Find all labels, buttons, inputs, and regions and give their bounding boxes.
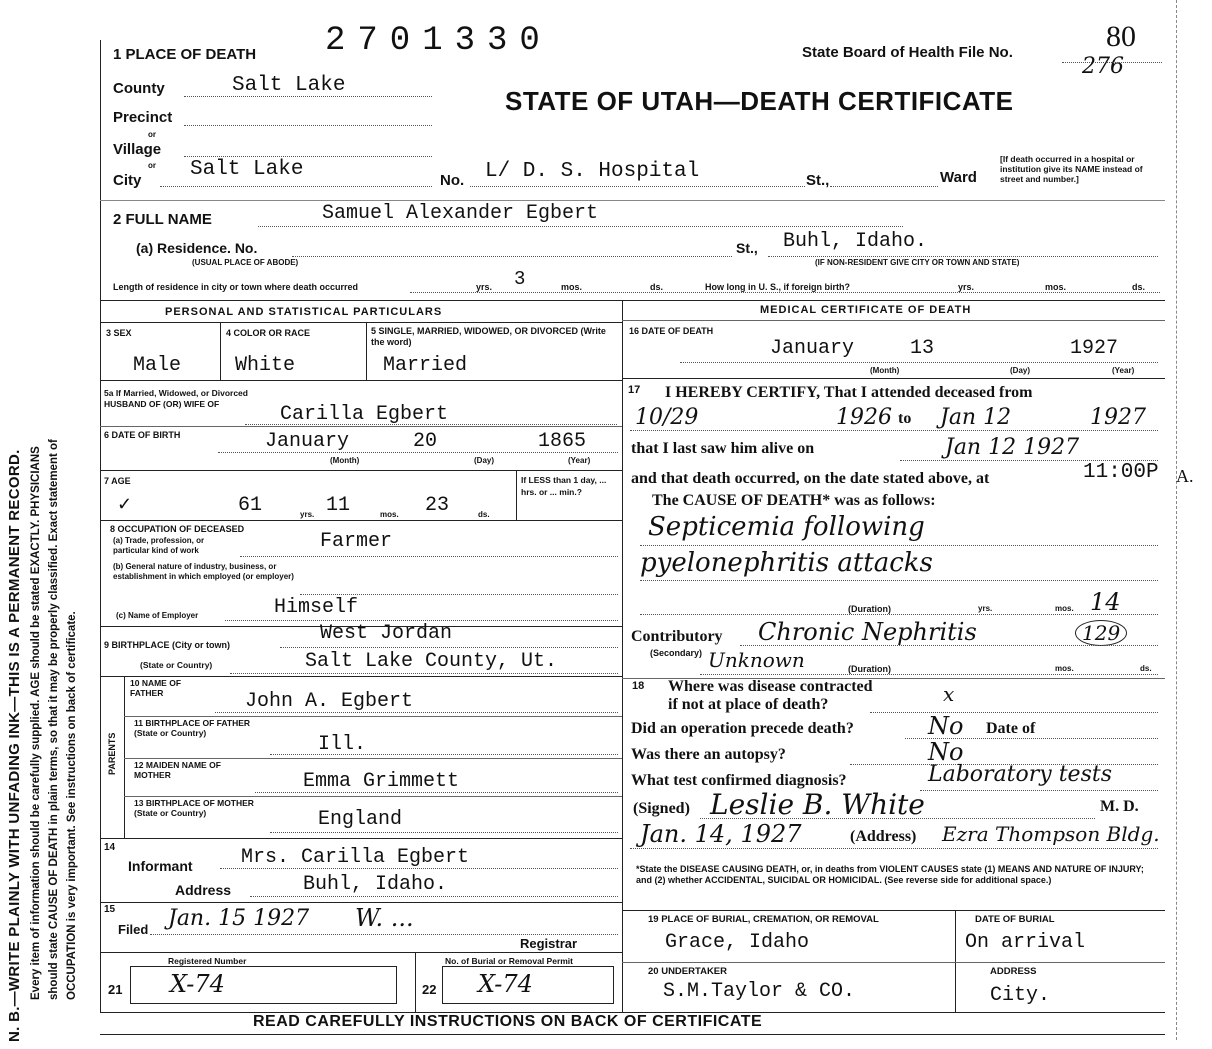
footer-instructions: READ CAREFULLY INSTRUCTIONS ON BACK OF CERTIFICATE — [253, 1013, 763, 1030]
us-ds-label: ds. — [1132, 282, 1146, 292]
length-yrs-value: 3 — [514, 268, 526, 290]
birthplace-state: Salt Lake County, Ut. — [305, 650, 558, 673]
county-label: County — [113, 80, 165, 97]
cause-footnote: *State the DISEASE CAUSING DEATH, or, in deaths from VIOLENT CAUSES state (1) MEANS AND NATURE OF INJURY; and (2) whether ACCIDENTAL, SUICIDAL OR HOMICIDAL. (See reverse side for additional space.) — [636, 864, 1144, 885]
undertaker-address-label: ADDRESS — [990, 966, 1037, 977]
birthplace-city: West Jordan — [320, 622, 453, 645]
question-18-number: 18 — [632, 680, 645, 692]
contributory-label: Contributory — [631, 628, 723, 645]
or-label-1: or — [148, 130, 156, 139]
filed-date: Jan. 15 1927 — [168, 906, 310, 931]
age-days: 23 — [425, 494, 450, 517]
full-name-label: 2 FULL NAME — [113, 211, 212, 228]
age-label: 7 AGE — [104, 476, 131, 486]
father-birthplace-value: Ill. — [318, 733, 367, 756]
color-value: White — [235, 354, 296, 377]
operation-question: Did an operation precede death? — [631, 720, 854, 737]
autopsy-answer: No — [928, 738, 964, 766]
residence-st-label: St., — [736, 240, 758, 256]
age-ds-label: ds. — [478, 510, 490, 519]
permit-value: X-74 — [478, 970, 533, 998]
dod-label: 16 DATE OF DEATH — [629, 326, 714, 336]
dod-month-sub: (Month) — [870, 366, 900, 375]
employer-label: (c) Name of Employer — [116, 611, 199, 620]
birthplace-label: 9 BIRTHPLACE (City or town) — [104, 640, 230, 650]
birthplace-state-label: (State or Country) — [140, 660, 213, 670]
dob-day: 20 — [413, 430, 438, 453]
question-18-text-1: Where was disease contracted — [668, 678, 873, 695]
registered-number-value: X-74 — [170, 970, 225, 998]
permit-label: No. of Burial or Removal Permit — [445, 956, 573, 966]
street-st-label: St., — [806, 172, 830, 189]
file-no-label: State Board of Health File No. — [802, 44, 1013, 61]
question-18-text-2: if not at place of death? — [668, 696, 829, 713]
death-time: 11:00P — [1083, 461, 1159, 484]
undertaker-address-value: City. — [990, 984, 1051, 1007]
dob-year: 1865 — [538, 430, 587, 453]
operation-answer: No — [928, 712, 964, 740]
spouse-value: Carilla Egbert — [280, 403, 449, 426]
registrar-label: Registrar — [520, 936, 578, 951]
mother-birthplace-label: 13 BIRTHPLACE OF MOTHER (State or Country) — [134, 798, 254, 818]
test-question: What test confirmed diagnosis? — [631, 772, 847, 789]
duration2-label: (Duration) — [848, 664, 891, 674]
street-no-label: No. — [440, 172, 465, 189]
age-months: 11 — [326, 494, 351, 517]
test-answer: Laboratory tests — [928, 762, 1112, 787]
dod-month: January — [770, 337, 855, 360]
cause-label: The CAUSE OF DEATH* was as follows: — [652, 492, 936, 509]
physician-signature: Leslie B. White — [710, 788, 925, 821]
dob-label: 6 DATE OF BIRTH — [104, 430, 181, 440]
dob-month: January — [265, 430, 350, 453]
residence-sub: (USUAL PLACE OF ABODE) — [192, 258, 299, 267]
last-saw-date: Jan 12 1927 — [945, 435, 1080, 460]
occupation-label: 8 OCCUPATION OF DECEASED — [110, 524, 245, 534]
file-no-value: 80 — [1106, 20, 1136, 53]
signature-date: Jan. 14, 1927 — [640, 820, 802, 848]
informant-address-label: Address — [175, 882, 232, 898]
certify-number: 17 — [628, 384, 641, 396]
dod-year-sub: (Year) — [1112, 366, 1135, 375]
less-than-label: If LESS than 1 day, ... hrs. or ... min.? — [521, 475, 607, 497]
contributory-secondary: Unknown — [708, 648, 805, 672]
occupation-value: Farmer — [320, 530, 393, 553]
ward-label: Ward — [940, 169, 977, 186]
attended-to-date: Jan 12 — [940, 405, 1012, 430]
ward-note: [If death occurred in a hospital or institution give its NAME instead of street and number.] — [1000, 154, 1143, 184]
occupation-a-label: (a) Trade, profession, or particular kind of work — [113, 536, 205, 555]
precinct-label: Precinct — [113, 109, 173, 126]
margin-notice: N. B.—WRITE PLAINLY WITH UNFADING INK—THIS IS A PERMANENT RECORD. — [6, 449, 23, 1042]
age-mos-label: mos. — [380, 510, 399, 519]
duration2-mos-label: mos. — [1055, 664, 1074, 673]
mother-birthplace-value: England — [318, 808, 403, 831]
signed-label: (Signed) — [633, 800, 690, 817]
burial-place-value: Grace, Idaho — [665, 931, 810, 954]
duration-yrs-label: yrs. — [978, 604, 993, 613]
informant-value: Mrs. Carilla Egbert — [241, 846, 470, 869]
dod-day-sub: (Day) — [1010, 366, 1031, 375]
burial-place-label: 19 PLACE OF BURIAL, CREMATION, OR REMOVAL — [648, 914, 879, 925]
dob-day-sub: (Day) — [474, 456, 495, 465]
length-mos-label: mos. — [561, 282, 583, 292]
operation-date-label: Date of — [986, 720, 1036, 737]
death-occurred-text: and that death occurred, on the date stated above, at — [631, 470, 990, 487]
item-22-number: 22 — [422, 982, 437, 997]
village-label: Village — [113, 141, 162, 158]
secondary-label: (Secondary) — [650, 648, 703, 658]
residence-value: Buhl, Idaho. — [783, 230, 928, 253]
margin-instruction-3: OCCUPATION is very important. See instructions on back of certificate. — [66, 611, 78, 1000]
item-21-number: 21 — [108, 982, 123, 997]
color-label: 4 COLOR OR RACE — [226, 328, 311, 338]
duration2-ds-label: ds. — [1140, 664, 1152, 673]
city-label: City — [113, 172, 142, 189]
item-15-number: 15 — [104, 904, 116, 915]
burial-date-label: DATE OF BURIAL — [975, 914, 1055, 925]
mother-value: Emma Grimmett — [303, 770, 460, 793]
dod-day: 13 — [910, 337, 935, 360]
parents-label: PARENTS — [107, 732, 117, 775]
certify-text: I HEREBY CERTIFY, That I attended deceased from — [665, 384, 1033, 401]
marital-label: 5 SINGLE, MARRIED, WIDOWED, OR DIVORCED (Write the word) — [371, 326, 606, 347]
father-birthplace-label: 11 BIRTHPLACE OF FATHER (State or Country) — [134, 718, 251, 738]
duration-mos-label: mos. — [1055, 604, 1074, 613]
father-value: John A. Egbert — [245, 690, 414, 713]
attended-from-date: 10/29 — [635, 405, 699, 430]
autopsy-question: Was there an autopsy? — [631, 746, 786, 763]
sex-value: Male — [133, 354, 182, 377]
informant-address-value: Buhl, Idaho. — [303, 873, 448, 896]
last-saw-text: that I last saw him alive on — [631, 440, 815, 457]
personal-section-title: PERSONAL AND STATISTICAL PARTICULARS — [165, 306, 443, 318]
or-label-2: or — [148, 161, 156, 170]
burial-date-value: On arrival — [965, 931, 1086, 954]
length-yrs-label: yrs. — [476, 282, 493, 292]
attended-from-year: 1926 — [836, 405, 892, 430]
county-value: Salt Lake — [232, 74, 346, 97]
registered-number-label: Registered Number — [168, 956, 247, 966]
filed-label: Filed — [118, 922, 149, 937]
full-name-value: Samuel Alexander Egbert — [322, 202, 599, 225]
undertaker-value: S.M.Taylor & CO. — [663, 980, 856, 1003]
question-18-answer: x — [943, 682, 955, 706]
file-no-sub: 276 — [1082, 54, 1124, 79]
father-label: 10 NAME OF FATHER — [130, 678, 182, 698]
margin-instruction-2: should state CAUSE OF DEATH in plain terms, so that it may be properly classified. Exact statement of — [48, 439, 60, 1000]
us-yrs-label: yrs. — [958, 282, 975, 292]
certificate-number: 2701330 — [325, 22, 552, 60]
dob-month-sub: (Month) — [330, 456, 360, 465]
dob-year-sub: (Year) — [568, 456, 591, 465]
age-check: ✓ — [117, 494, 133, 514]
residence-label: (a) Residence. No. — [136, 240, 258, 256]
physician-address-label: (Address) — [850, 828, 917, 845]
marital-value: Married — [383, 354, 468, 377]
contributory-code: 129 — [1075, 620, 1127, 646]
employer-value: Himself — [274, 596, 359, 619]
foreign-birth-label: How long in U. S., if foreign birth? — [705, 282, 850, 292]
margin-instruction-1: Every item of information should be carefully supplied. AGE should be stated EXACTLY. PHYSICIANS — [30, 446, 42, 1000]
duration-months: 14 — [1090, 588, 1121, 616]
cause-line-1: Septicemia following — [648, 512, 925, 542]
length-residence-label: Length of residence in city or town where death occurred — [113, 282, 359, 292]
item-14-number: 14 — [104, 842, 116, 853]
age-years: 61 — [238, 494, 263, 517]
attended-to-label: to — [898, 410, 912, 427]
cause-line-2: pyelonephritis attacks — [640, 548, 933, 578]
medical-section-title: MEDICAL CERTIFICATE OF DEATH — [760, 304, 972, 316]
age-yrs-label: yrs. — [300, 510, 315, 519]
registrar-signature: W. ... — [355, 904, 414, 932]
occupation-b-label: (b) General nature of industry, business, or establishment in which employed (or employer) — [113, 562, 294, 581]
dod-year: 1927 — [1070, 337, 1119, 360]
undertaker-label: 20 UNDERTAKER — [648, 966, 728, 977]
spouse-label: 5a If Married, Widowed, or Divorced HUSBAND OF (OR) WIFE OF — [104, 388, 248, 409]
city-value: Salt Lake — [190, 158, 304, 181]
us-mos-label: mos. — [1045, 282, 1067, 292]
duration-label: (Duration) — [848, 604, 891, 614]
street-value: L/ D. S. Hospital — [485, 160, 700, 183]
contributory-value: Chronic Nephritis — [758, 618, 977, 646]
length-ds-label: ds. — [650, 282, 664, 292]
informant-label: Informant — [128, 858, 193, 874]
attended-to-year: 1927 — [1090, 405, 1146, 430]
sex-label: 3 SEX — [106, 328, 132, 338]
place-of-death-label: 1 PLACE OF DEATH — [113, 46, 257, 63]
mother-label: 12 MAIDEN NAME OF MOTHER — [134, 760, 221, 780]
page-title: STATE OF UTAH—DEATH CERTIFICATE — [505, 86, 1014, 116]
death-time-suffix: A. — [1176, 466, 1194, 486]
nonresident-note: (IF NON-RESIDENT GIVE CITY OR TOWN AND STATE) — [815, 258, 1020, 267]
physician-address: Ezra Thompson Bldg. — [942, 822, 1160, 846]
md-label: M. D. — [1100, 798, 1139, 815]
